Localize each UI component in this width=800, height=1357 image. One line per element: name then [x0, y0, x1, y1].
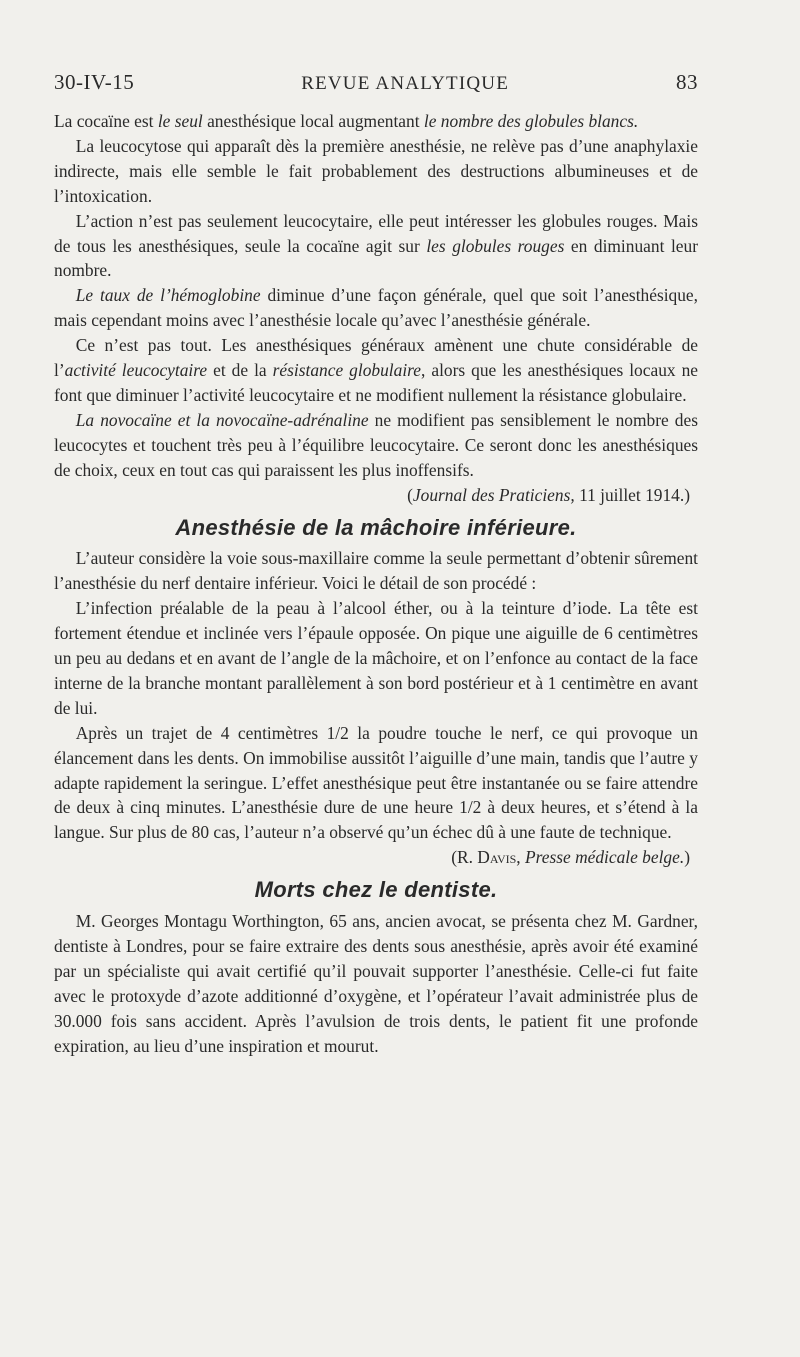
- emphasis: le nombre des globules blancs.: [423, 111, 639, 131]
- text-run: (R.: [451, 847, 478, 868]
- article1-paragraph-4: [54, 283, 698, 333]
- source-title: Presse médicale belge.: [525, 847, 685, 868]
- article-body: [54, 109, 698, 1059]
- article2-paragraph-1: L’auteur considère la voie sous-maxillaire comme la seule permettant d’obtenir sûrement l’anesthésie du nerf dentaire inférieur. Voici le détail de son procédé :: [54, 548, 698, 594]
- article3-paragraph-1: M. Georges Montagu Worthington, 65 ans, ancien avocat, se présenta chez M. Gardner, dentiste à Londres, pour se faire extraire des dents sous anesthésie, après avoir été examiné par un spécialiste qui avait certifié qu’il pouvait supporter l’anesthésie. Celle-ci fut faite avec le protoxyde d’azote additionné d’oxygène, et l’opérateur l’avait administrée plus de 30.000 fois sans accident. Après l’avulsion de trois dents, le patient fit une profonde expiration, au lieu d’une inspiration et mourut.: [54, 911, 698, 1056]
- journal-section-title: REVUE ANALYTIQUE: [301, 73, 510, 94]
- text-run: ne modifient pas sensiblement le nombre des leucocytes et touchent très peu à l’équilibre leucocytaire. Ce seront donc les anesthésiques de choix, ceux en tout cas qui paraissent les plus inoffensifs.: [54, 409, 698, 480]
- article1-paragraph-1: [54, 109, 698, 134]
- text-run: et de la: [207, 360, 273, 381]
- article2-source-citation: [54, 845, 698, 870]
- article2-heading: Anesthésie de la mâchoire inférieure.: [175, 514, 577, 540]
- text-run: (: [407, 484, 413, 505]
- text-run: 11 juillet 1914.): [574, 484, 690, 505]
- running-header: [54, 70, 698, 95]
- emphasis: résistance globulaire: [272, 360, 421, 381]
- emphasis: La novocaïne et la novocaïne-adrénaline: [75, 409, 369, 430]
- text-run: ,: [516, 847, 525, 868]
- article1-paragraph-3: [54, 209, 698, 284]
- article1-paragraph-2: La leucocytose qui apparaît dès la première anesthésie, ne relève pas d’une anaphylaxie indirecte, mais elle semble le fait probablement des destructions albumineuses et de l’intoxication.: [54, 135, 698, 206]
- emphasis: le seul: [157, 111, 203, 131]
- emphasis: activité leucocytaire: [64, 360, 208, 381]
- issue-date: 30-IV-15: [54, 70, 135, 94]
- text-run: diminue d’une façon générale, quel que soit l’anesthésique, mais cependant moins avec l’anesthésie locale qu’avec l’anesthésie générale.: [54, 285, 699, 331]
- page-number: 83: [676, 70, 698, 94]
- article2-paragraph-2: L’infection préalable de la peau à l’alcool éther, ou à la teinture d’iode. La tête est fortement étendue et inclinée vers l’épaule opposée. On pique une aiguille de 6 centimètres un peu au dedans et en avant de l’angle de la mâchoire, et on l’enfonce au contact de la face interne de la branche montant parallèlement à son bord postérieur et à 1 centimètre en avant de lui.: [54, 598, 698, 718]
- emphasis: Le taux de l’hémoglobine: [75, 285, 261, 306]
- article1-source-citation: [54, 483, 698, 508]
- text-run: en diminuant leur nombre.: [54, 235, 698, 281]
- emphasis: les globules rouges: [426, 235, 565, 256]
- article3-heading: Morts chez le dentiste.: [254, 877, 498, 903]
- text-run: anesthésique local augmentant: [202, 111, 424, 131]
- text-run: La cocaïne est: [54, 111, 158, 131]
- article1-paragraph-5: [54, 333, 698, 408]
- text-run: , alors que les anesthésiques locaux ne font que diminuer l’activité leucocytaire et ne modifient nullement la résistance globulaire.: [54, 360, 699, 405]
- article1-paragraph-6: [54, 408, 698, 483]
- text-run: ): [684, 847, 690, 868]
- text-run: Ce n’est pas tout. Les anesthésiques généraux amènent une chute considérable de l’: [54, 335, 698, 381]
- source-title: Journal des Praticiens,: [412, 484, 575, 505]
- article2-paragraph-3: Après un trajet de 4 centimètres 1/2 la poudre touche le nerf, ce qui provoque un élancement dans les dents. On immobilise aussitôt l’aiguille d’une main, tandis que l’autre y adapte rapidement la seringue. L’effet anesthésique peut être instantanée ou se faire attendre de deux à cinq minutes. L’anesthésie dure de une heure 1/2 à deux heures, et s’étend à la langue. Sur plus de 80 cas, l’auteur n’a observé qu’un échec dû à une faute de technique.: [54, 722, 698, 843]
- text-run: L’action n’est pas seulement leucocytaire, elle peut intéresser les globules rouges. Mais de tous les anesthésiques, seule la cocaïne agit sur: [54, 210, 698, 256]
- author-name: Davis: [477, 847, 517, 868]
